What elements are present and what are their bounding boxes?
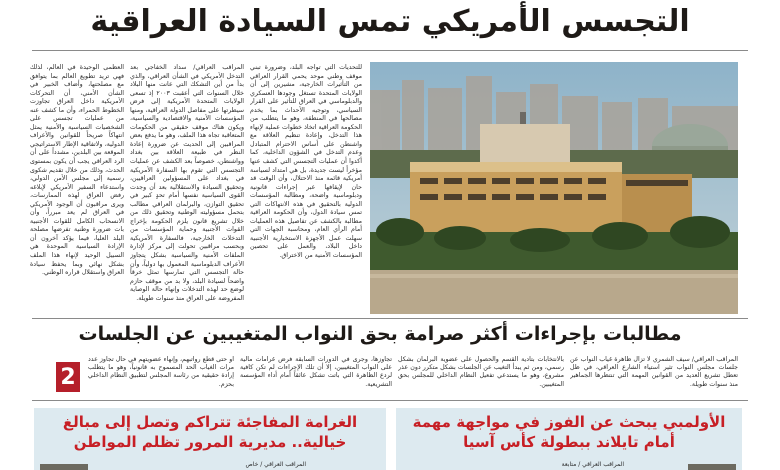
story-byline: المراقب العراقي / خاص: [245, 461, 306, 468]
page-number-badge: 2: [56, 362, 80, 392]
section-rule: [32, 318, 748, 319]
article-column: [30, 64, 124, 318]
story-box-sports[interactable]: [396, 408, 742, 470]
sub-article-column: [398, 356, 564, 396]
sub-article-column: [88, 356, 234, 396]
sub-article-column: [240, 356, 392, 396]
article-text: العظمى الوحيدة في العالم، لذلك فهي تريد تطويع العالم بما يتوافق مع مصلحتها، وأضاف الخبير في الشأن الأمني، أن التحركات الأمريكية داخل العراق تجاوزت الخطوط الحمراء، وأن ما كشف عنه من عمليات تجسس على الشخصيات السياسية والأمنية يمثل انتهاكاً صريحاً للقوانين والأعراف الدولية، ولاتفاقية الإطار الاستراتيجي الموقعة بين البلدين، مشدداً على أن الرد العراقي يجب أن يكون بمستوى الحدث، وذلك من خلال تقديم شكوى رسمية إلى مجلس الأمن الدولي، واستدعاء السفير الأمريكي لإبلاغه رفض العراق لهذه الممارسات، ويرى مراقبون أن الوجود الأمريكي في العراق لم يعد مبرراً، وأن الانسحاب الكامل للقوات الأجنبية بات ضرورة وطنية تفرضها مصلحة البلد العليا، فيما يؤكد آخرون أن الإرادة السياسية الموحدة هي السبيل الوحيد لإنهاء هذا الملف بشكل نهائي وبما يحفظ سيادة العراق واستقلال قراره الوطني.: [30, 64, 124, 277]
story-thumbnail: [688, 464, 736, 470]
embassy-photo-illustration: [370, 62, 738, 314]
story-byline: المراقب العراقي / متابعة: [561, 461, 624, 468]
story-title[interactable]: الغرامة المفاجئة تتراكم وتصل إلى مبالغ خيالية.. مديرية المرور تظلم المواطن: [62, 413, 358, 451]
bottom-rule: [32, 400, 748, 401]
main-headline: التجسس الأمريكي تمس السيادة العراقية: [90, 3, 690, 39]
sub-article-column: [570, 356, 738, 396]
article-column: [250, 64, 362, 318]
article-text: تجاوزها، وجرى في الدورات السابقة فرض غرامات مالية على النواب المتغيبين، إلا أن تلك الإجراءات لم تكن كافية لردع الظاهرة التي باتت تشكل عائقاً أمام أداء المؤسسة التشريعية.: [240, 356, 392, 388]
story-thumbnail: [40, 464, 88, 470]
news-photo: [370, 62, 738, 314]
story-title[interactable]: الأولمبي يبحث عن الفوز في مواجهة مهمة أمام تايلاند ببطولة كأس آسيا: [412, 413, 726, 451]
sub-headline: مطالبات بإجراءات أكثر صرامة بحق النواب المتغيبين عن الجلسات: [78, 323, 682, 345]
article-text: بالانتخابات بتأدية القسم والحصول على عضوية البرلمان بشكل رسمي، ومن ثم يبدأ التغيب عن الجلسات بشكل متكرر دون عذر مشروع، وهو ما يستدعي تفعيل النظام الداخلي للمجلس بحق المتغيبين.: [398, 356, 564, 388]
article-column: [130, 64, 244, 318]
story-box-traffic[interactable]: [34, 408, 386, 470]
article-text: المراقب العراقي/ سيف الشمري لا تزال ظاهرة غياب النواب عن جلسات مجلس النواب تثير استياء الشارع العراقي، في ظل تعطل تشريع العديد من القوانين المهمة التي تنتظرها الجماهير منذ سنوات طويلة.: [570, 356, 738, 388]
article-text: أو حتى قطع رواتبهم، وإنهاء عضويتهم في حال تجاوز عدد مرات الغياب الحد المسموح به قانونياً، وهو ما يتطلب إرادة حقيقية من رئاسة المجلس لتطبيق النظام الداخلي بحزم.: [88, 356, 234, 388]
article-text: للتحديات التي تواجه البلد، وضرورة تبني موقف وطني موحد يحمي القرار العراقي من التأثيرات الخارجية، مشيرين إلى أن الولايات المتحدة تستغل وجودها العسكري والدبلوماسي في العراق للتأثير على القرار السياسي، وتوجيه الأحداث بما يخدم مصالحها في المنطقة، وهو ما يتطلب من الحكومة العراقية اتخاذ خطوات عملية لإنهاء هذا التدخل، وإعادة تنظيم العلاقة مع واشنطن على أساس الاحترام المتبادل وعدم التدخل في الشؤون الداخلية، كما أكدوا أن عمليات التجسس التي كشف عنها مؤخراً ليست جديدة، بل هي امتداد لسياسة أمريكية قائمة منذ الاحتلال، وأن الوقت قد حان لإيقافها عبر إجراءات قانونية ودبلوماسية واضحة، ومطالبة المؤسسات الدولية بالتحقيق في هذه الانتهاكات التي تمس سيادة الدول، وأن الحكومة العراقية مطالبة بالكشف عن تفاصيل هذه العمليات أمام الرأي العام، ومحاسبة الجهات التي سهلت عمل الأجهزة الاستخبارية الأجنبية داخل البلاد، والعمل على تحصين المؤسسات الأمنية من الاختراق.: [250, 64, 362, 260]
article-text: المراقب العراقي/ سداد الخفاجي بعد التدخل الأمريكي في الشأن العراقي، والذي بدأ من أين التشكك التي عانت منها البلاد خلال السنوات التي أعقبت ٢٠٠٣ إذ تسعى الولايات المتحدة الأمريكية إلى فرض سيطرتها على مفاصل الدولة العراقية، ومنها المؤسسات الأمنية والاقتصادية والسياسية، ويكون هناك موقف حقيقي من الحكومات المتعاقبة تجاه هذا الملف، وهو ما يدفع بعض المراقبين إلى الحديث عن ضرورة إعادة النظر في طبيعة العلاقة بين بغداد وواشنطن، خصوصاً بعد الكشف عن عمليات التجسس التي تقوم بها السفارة الأمريكية في بغداد على المسؤولين العراقيين، وتحقيق السيادة والاستقلالية بعد أن وجدت القوى السياسية نفسها أمام تحدٍ كبير في تحقيق التوازن، والبرلمان العراقي مطالب بتحمل مسؤوليته الوطنية وتحقيق ذلك من خلال تشريع قانون يلزم الحكومة بإخراج القوات الأجنبية وحماية المؤسسات من التدخلات الخارجية، فالسفارة الأمريكية وبحسب مراقبين تحولت إلى مركز لإدارة الملفات الأمنية والسياسية بشكل يتجاوز الأعراف الدبلوماسية المعمول بها دولياً، وأن حالة التجسس التي تمارسها تمثل خرقاً واضحاً لسيادة البلد، ولا بد من موقف حازم لوضع حد لهذه التدخلات وإنهاء حالة الوصاية المفروضة على العراق منذ سنوات طويلة.: [130, 64, 244, 302]
headline-rule: [32, 50, 748, 51]
